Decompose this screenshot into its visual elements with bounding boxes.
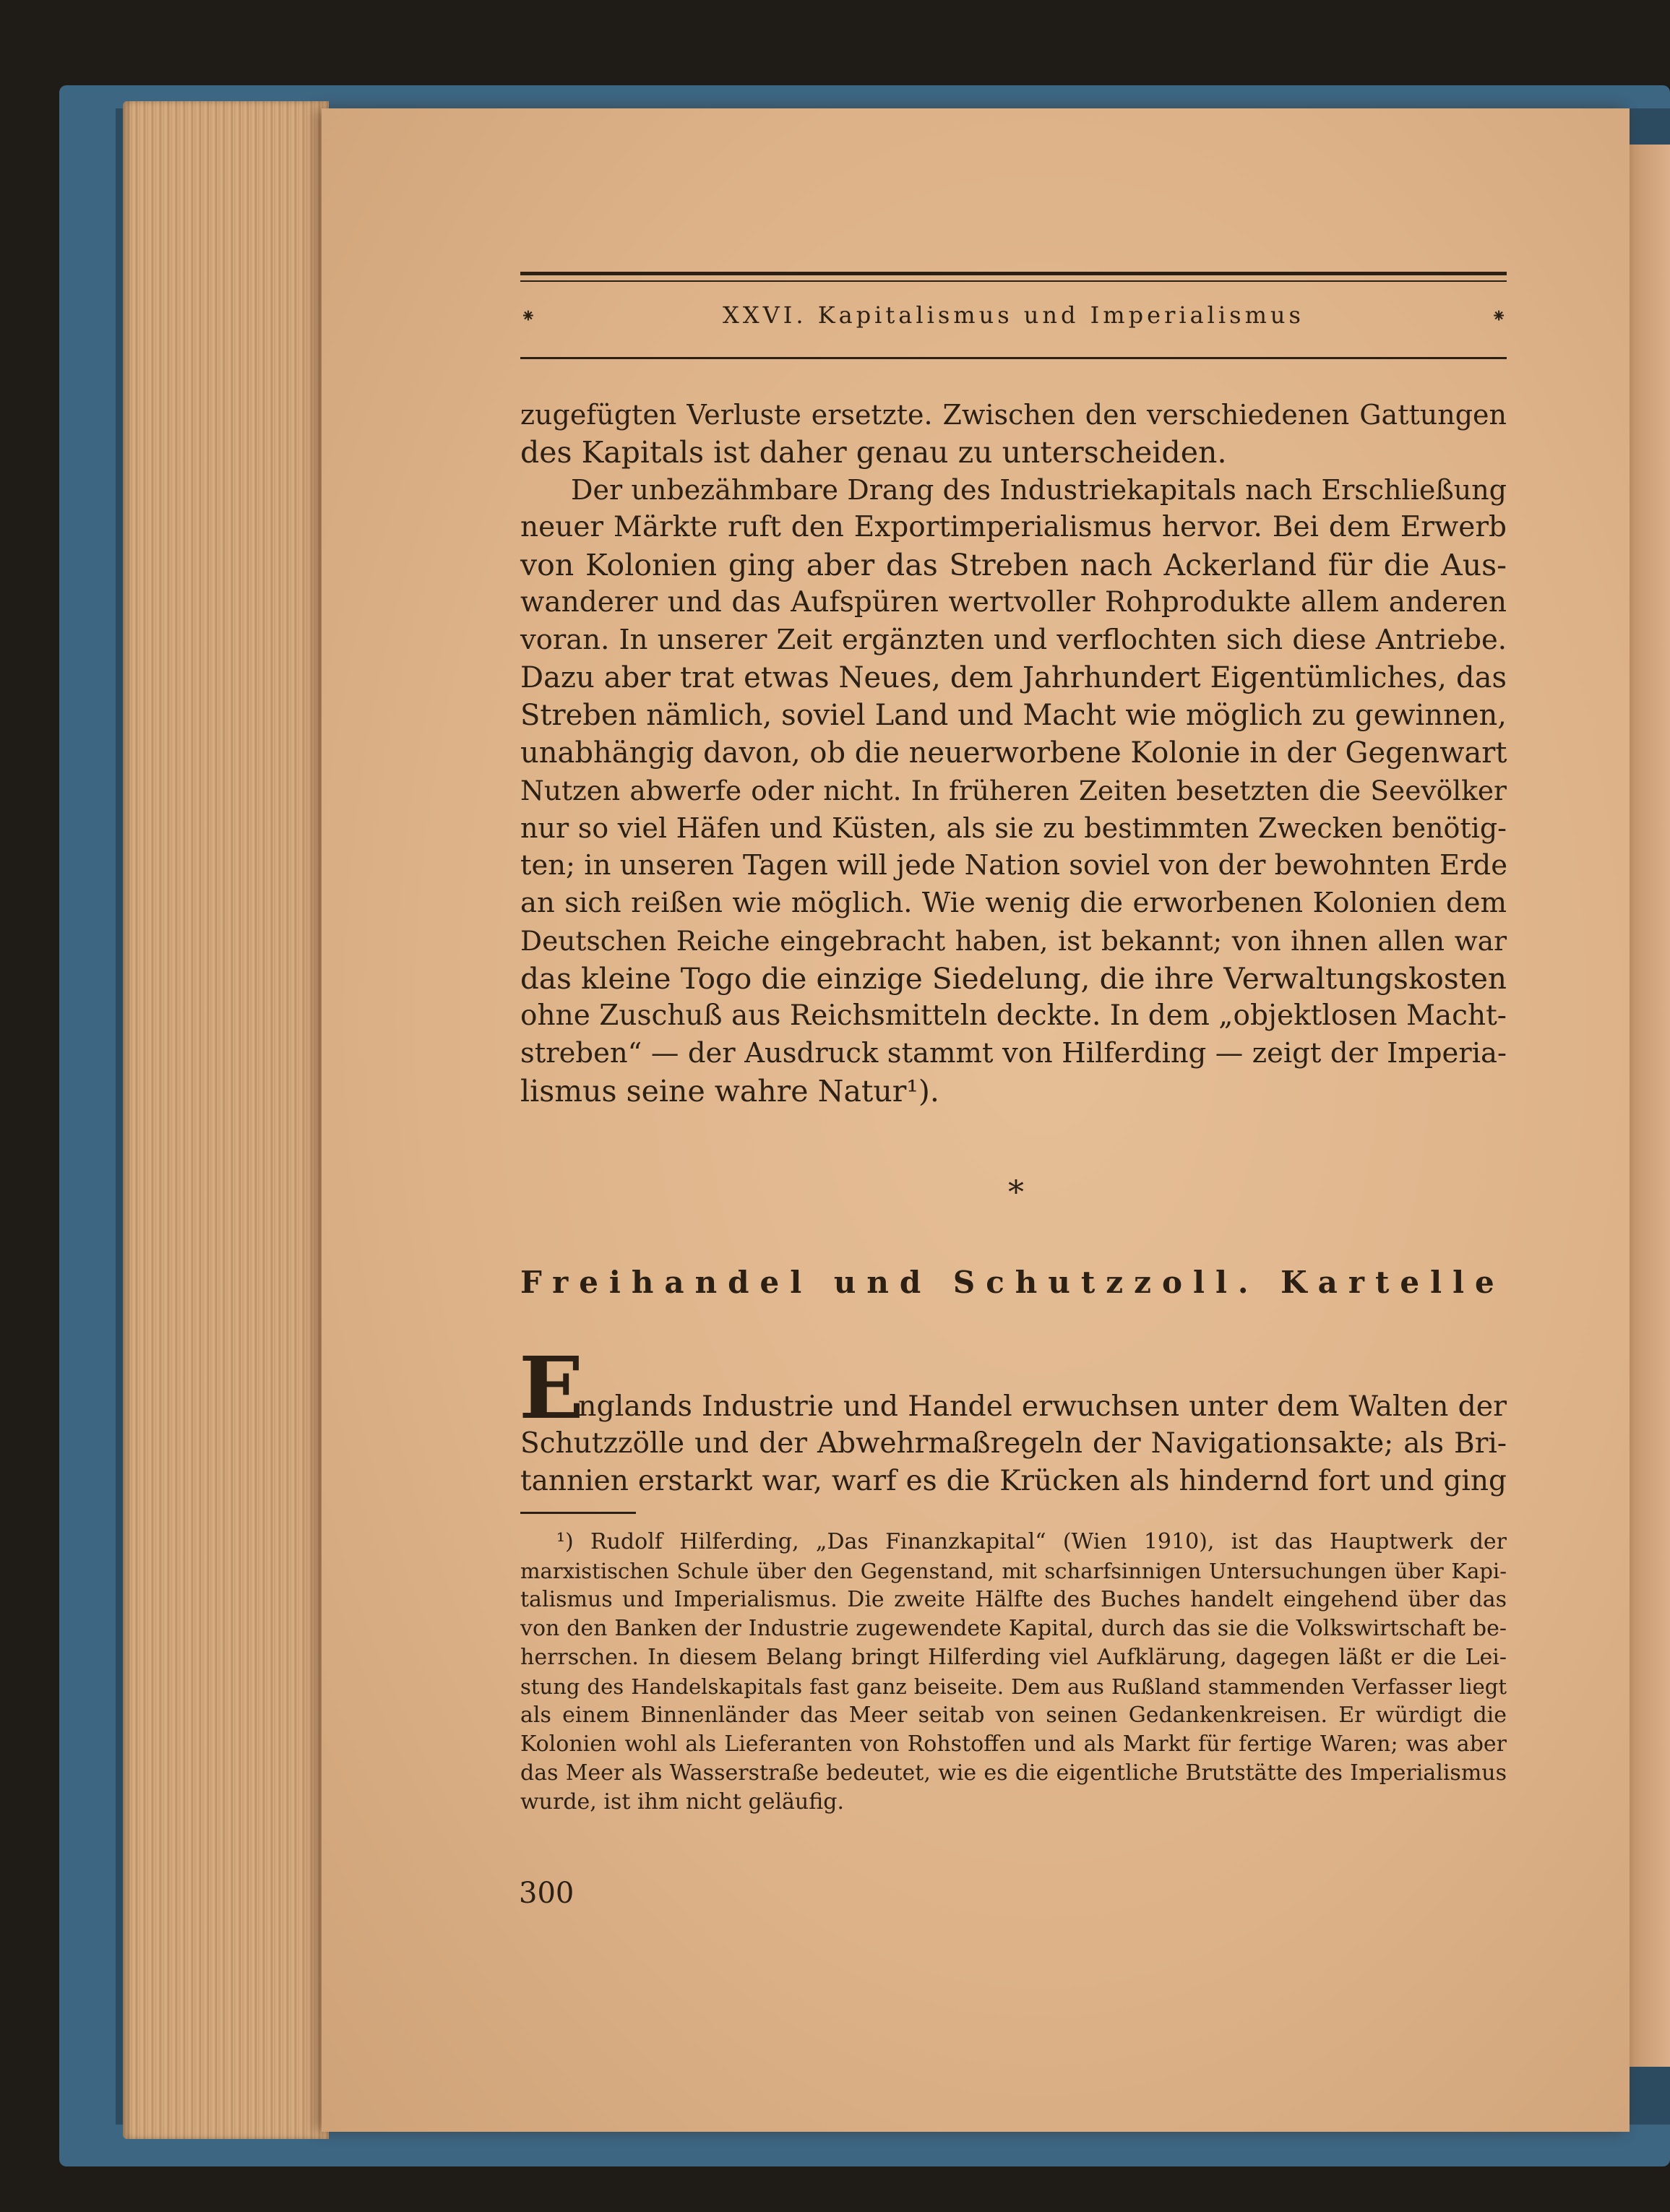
section-heading: Freihandel und Schutzzoll. Kartelle [520, 1265, 1505, 1300]
footnote-line: talismus und Imperialismus. Die zweite Hälfte des Buches handelt eingehend über das [520, 1587, 1507, 1612]
text-line: nglands Industrie und Handel erwuchsen unter dem Walten der [578, 1390, 1507, 1423]
header-rule-bottom [520, 357, 1507, 359]
footnote-line: herrschen. In diesem Belang bringt Hilferding viel Aufklärung, dagegen läßt er die Lei- [520, 1645, 1507, 1670]
text-line: zugefügten Verluste ersetzte. Zwischen den verschiedenen Gattungen [520, 399, 1507, 431]
text-line: tannien erstarkt war, warf es die Krücken als hindernd fort und ging [520, 1465, 1507, 1497]
footnote-line: von den Banken der Industrie zugewendete Kapital, durch das sie die Volkswirtschaft be- [520, 1616, 1507, 1641]
section-separator: * [1008, 1174, 1024, 1211]
text-line: streben“ — der Ausdruck stammt von Hilferding — zeigt der Imperia- [520, 1037, 1507, 1070]
text-line: ohne Zuschuß aus Reichsmitteln deckte. In dem „objektlosen Macht- [520, 999, 1507, 1032]
text-line: Der unbezähmbare Drang des Industriekapitals nach Erschließung [571, 474, 1507, 506]
text-line: neuer Märkte ruft den Exportimperialismus hervor. Bei dem Erwerb [520, 511, 1507, 543]
text-line: von Kolonien ging aber das Streben nach Ackerland für die Aus- [520, 548, 1507, 582]
text-line: nur so viel Häfen und Küsten, als sie zu bestimmten Zwecken benötig- [520, 812, 1507, 844]
text-line: des Kapitals ist daher genau zu unterscheiden. [520, 435, 1227, 470]
text-line: Streben nämlich, soviel Land und Macht wie möglich zu gewinnen, [520, 699, 1507, 732]
header-rule-top-thin [520, 280, 1507, 282]
footnote-line: ¹) Rudolf Hilferding, „Das Finanzkapital“ (Wien 1910), ist das Hauptwerk der [556, 1529, 1507, 1554]
footnote-line: stung des Handelskapitals fast ganz beiseite. Dem aus Rußland stammenden Verfasser liegt [520, 1674, 1507, 1699]
page-number: 300 [519, 1877, 574, 1910]
footnote-line: Kolonien wohl als Lieferanten von Rohstoffen und als Markt für fertige Waren; was aber [520, 1731, 1507, 1757]
text-line: voran. In unserer Zeit ergänzten und verflochten sich diese Antriebe. [520, 624, 1507, 656]
footnote-line: das Meer als Wasserstraße bedeutet, wie es die eigentliche Brutstätte des Imperialismus [520, 1760, 1507, 1786]
text-line: Nutzen abwerfe oder nicht. In früheren Zeiten besetzten die Seevölker [520, 775, 1507, 806]
header-ornament-right: ⁕ [1491, 306, 1507, 327]
drop-cap: E [519, 1338, 584, 1438]
footnote-line: als einem Binnenländer das Meer seitab von seinen Gedankenkreisen. Er würdigt die [520, 1703, 1507, 1728]
text-line: Deutschen Reiche eingebracht haben, ist bekannt; von ihnen allen war [520, 925, 1507, 957]
page-edges [123, 101, 329, 2139]
footnote-rule [520, 1512, 636, 1514]
text-line: lismus seine wahre Natur¹). [520, 1074, 939, 1109]
running-header [520, 300, 1507, 336]
text-line: ten; in unseren Tagen will jede Nation soviel von der bewohnten Erde [520, 849, 1507, 882]
text-line: unabhängig davon, ob die neuerworbene Kolonie in der Gegenwart [520, 736, 1507, 770]
text-line: Dazu aber trat etwas Neues, dem Jahrhundert Eigentümliches, das [520, 661, 1507, 694]
text-line: das kleine Togo die einzige Siedelung, die ihre Verwaltungskosten [520, 961, 1507, 996]
header-rule-top [520, 272, 1507, 275]
footnote-line: wurde, ist ihm nicht geläufig. [520, 1789, 844, 1815]
text-line: wanderer und das Aufspüren wertvoller Rohprodukte allem anderen [520, 586, 1507, 619]
header-ornament-left: ⁕ [520, 306, 536, 327]
text-line: Schutzzölle und der Abwehrmaßregeln der Navigationsakte; als Bri- [520, 1427, 1507, 1460]
header-title: XXVI. Kapitalismus und Imperialismus [723, 301, 1304, 329]
text-line: an sich reißen wie möglich. Wie wenig die erworbenen Kolonien dem [520, 887, 1507, 919]
footnote-line: marxistischen Schule über den Gegenstand, mit scharfsinnigen Untersuchungen über Kapi- [520, 1559, 1507, 1583]
